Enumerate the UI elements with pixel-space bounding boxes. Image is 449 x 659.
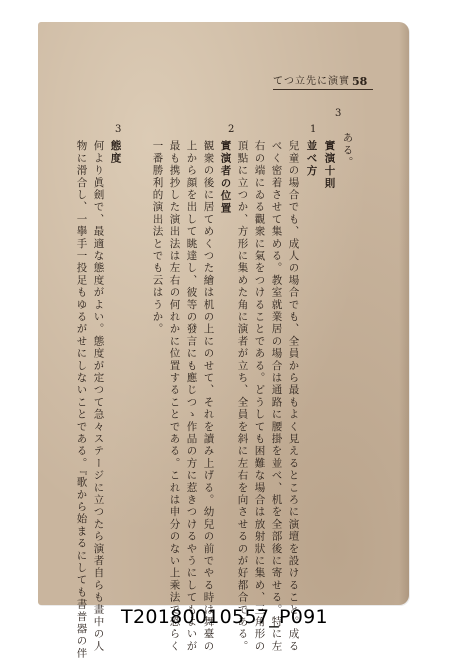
text-column: 一番勝利的演出法とでも云はうか。 (151, 140, 164, 336)
running-head: てつ立先に演實 (273, 72, 373, 90)
text-column: 兒童の場合でも、成人の場合でも、全員から最もよく見えるところに演壇を設けること。成る (287, 140, 300, 653)
text-column: べく密着させて集める。教室就業居の場合は通路に腰掛を並べ、机を全部後に寄せる。特に左 (270, 140, 283, 653)
section-heading: 實演十則 (323, 140, 336, 190)
text-column: 最も携抄した演出法は左右の何れかに位置することである。これは申分のない上乘法で恐らく (168, 140, 181, 653)
item-number-3: 3 (115, 124, 122, 135)
subheading-position: 實演者の位置 (219, 140, 232, 215)
text-column: 右の端にゐる觀衆に氣をつけることである。どうしても困難な場合は放射狀に集め、三角形の (253, 140, 266, 653)
subheading-arrangement: 並べ方 (305, 140, 318, 178)
item-number-1: 1 (310, 124, 317, 135)
text-column: 頂點に立つか、方形に集めた角に演者が立ち、全員を斜に左右を向させるのが好都合である。 (236, 140, 249, 653)
section-number: 3 (335, 108, 342, 119)
catalog-id: T20180010557_P091 (121, 606, 328, 628)
text-column: ある。 (341, 132, 354, 169)
text-column: 上から顔を出して眺達し、彼等の發言にも應じつゝ作品の方に惹きつけるやうにしてもよいが (185, 140, 198, 653)
text-column: 何より眞劍で、最適な態度がよい。態度が定つて急々ステージに立つたら演者自らも畫中の人 (92, 140, 105, 653)
text-column: 観衆の後に居てめくつた繪は机の上にのせて、それを讀み上げる。幼兒の前でやる時は舞臺の (202, 140, 215, 653)
subheading-attitude: 態度 (109, 140, 122, 165)
text-column: 物に滑合し、一擧手一投足もゆるがせにしないことである。『歌から始まるにしても書普器の伴 (75, 140, 88, 659)
page-number: 58 (352, 75, 368, 88)
item-number-2: 2 (228, 124, 235, 135)
